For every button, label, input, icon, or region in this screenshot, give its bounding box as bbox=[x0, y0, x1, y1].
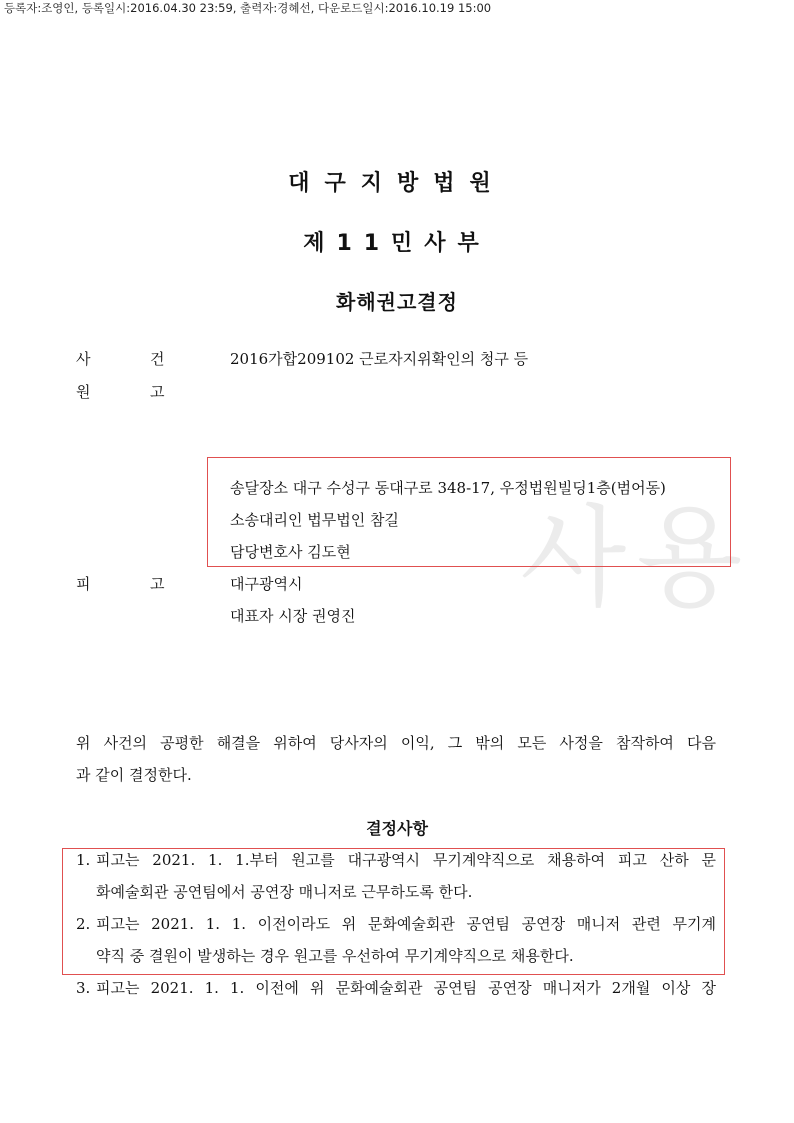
item-number: 3. bbox=[76, 979, 91, 997]
defendant-name: 대구광역시 bbox=[230, 575, 303, 593]
item-line: 피고는 2021. 1. 1. 이전에 위 문화예술회관 공연팀 공연장 매니저가 2개월 이상 장 bbox=[96, 979, 716, 997]
court-name: 대구지방법원 bbox=[288, 171, 506, 196]
item-line: 약직 중 결원이 발생하는 경우 원고를 우선하여 무기계약직으로 채용한다. bbox=[96, 947, 574, 965]
case-label-1: 사 bbox=[76, 350, 91, 368]
item-line: 화예술회관 공연팀에서 공연장 매니저로 근무하도록 한다. bbox=[96, 883, 473, 901]
plaintiff-label-2: 고 bbox=[150, 383, 165, 401]
defendant-representative: 대표자 시장 권영진 bbox=[230, 607, 356, 625]
case-label-2: 건 bbox=[150, 350, 165, 368]
plaintiff-lawyer: 담당변호사 김도현 bbox=[230, 543, 351, 561]
plaintiff-label-1: 원 bbox=[76, 383, 91, 401]
item-number: 2. bbox=[76, 915, 91, 933]
intro-paragraph bbox=[76, 727, 716, 791]
decision-item-3 bbox=[76, 972, 716, 1004]
case-value: 2016가합209102 근로자지위확인의 청구 등 bbox=[230, 350, 529, 368]
defendant-label-1: 피 bbox=[76, 575, 91, 593]
decision-item-2 bbox=[76, 908, 716, 972]
intro-line-1: 위 사건의 공평한 해결을 위하여 당사자의 이익, 그 밖의 모든 사정을 참작하여 다음 bbox=[76, 734, 716, 752]
download-meta-line: 등록자:조영인, 등록일시:2016.04.30 23:59, 출력자:경혜선, 다운로드일시:2016.10.19 15:00 bbox=[4, 1, 492, 15]
item-line: 피고는 2021. 1. 1.부터 원고를 대구광역시 무기계약직으로 채용하여 피고 산하 문 bbox=[96, 851, 716, 869]
intro-line-2: 과 같이 결정한다. bbox=[76, 766, 192, 784]
court-division: 제11민사부 bbox=[303, 231, 491, 256]
plaintiff-agent: 소송대리인 법무법인 참길 bbox=[230, 511, 399, 529]
decision-heading: 결정사항 bbox=[366, 819, 428, 838]
decision-item-1 bbox=[76, 844, 716, 908]
document-type: 화해권고결정 bbox=[336, 290, 458, 314]
defendant-label-2: 고 bbox=[150, 575, 165, 593]
plaintiff-address: 송달장소 대구 수성구 동대구로 348-17, 우정법원빌딩1층(범어동) bbox=[230, 479, 666, 497]
item-line: 피고는 2021. 1. 1. 이전이라도 위 문화예술회관 공연팀 공연장 매니저 관련 무기계 bbox=[96, 915, 716, 933]
item-number: 1. bbox=[76, 851, 91, 869]
watermark: 사용 bbox=[520, 494, 753, 622]
